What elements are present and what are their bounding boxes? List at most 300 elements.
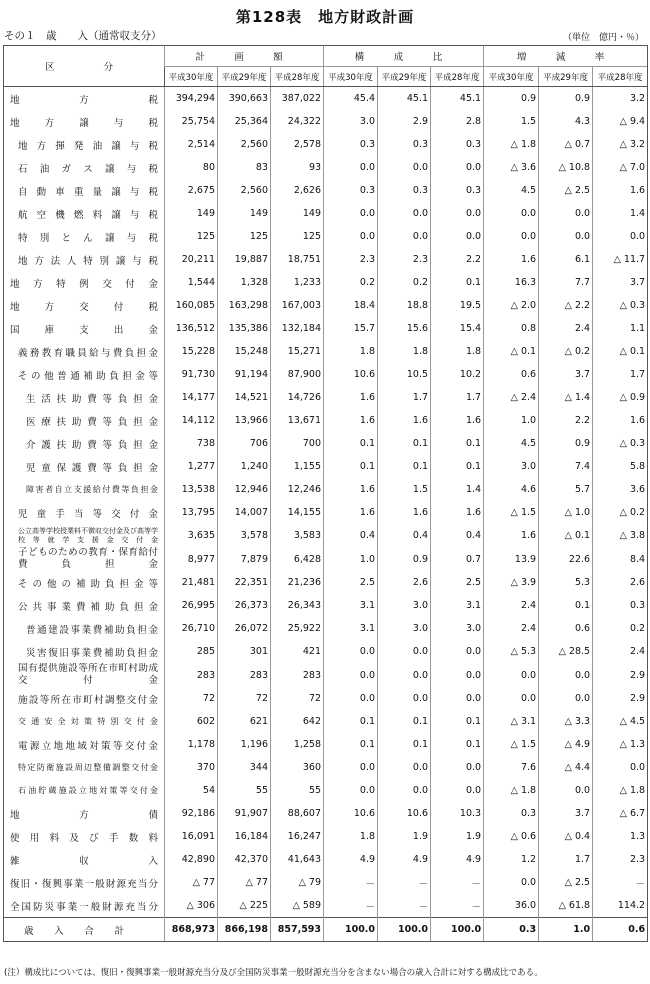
table-cell: 10.6: [378, 802, 431, 825]
table-cell: 26,710: [165, 617, 218, 640]
table-cell: 15,228: [165, 340, 218, 363]
table-row: [4, 409, 648, 432]
table-cell: 1.6: [593, 179, 648, 202]
table-cell: 26,072: [218, 617, 271, 640]
table-row: [4, 733, 648, 756]
table-cell: 135,386: [218, 317, 271, 340]
table-cell: 1.1: [593, 317, 648, 340]
table-cell: △ 1.5: [484, 501, 539, 524]
table-cell: 0.0: [431, 156, 484, 179]
table-cell: 16.3: [484, 271, 539, 294]
table-cell: －: [431, 871, 484, 894]
table-cell: 91,907: [218, 802, 271, 825]
table-cell: 10.6: [324, 363, 378, 386]
table-cell: 0.0: [431, 640, 484, 663]
total-cell: 857,593: [271, 918, 324, 942]
table-cell: 42,370: [218, 848, 271, 871]
table-cell: 0.0: [484, 871, 539, 894]
row-label: 地方交付税: [4, 294, 165, 317]
table-cell: 1,328: [218, 271, 271, 294]
table-cell: 2.6: [378, 571, 431, 594]
table-cell: 15.6: [378, 317, 431, 340]
table-row: [4, 248, 648, 271]
table-cell: －: [431, 894, 484, 918]
table-cell: 1.6: [324, 501, 378, 524]
table-cell: 15.4: [431, 317, 484, 340]
table-cell: 36.0: [484, 894, 539, 918]
row-label: 地方揮発油譲与税: [4, 133, 165, 156]
table-cell: 1.7: [539, 848, 593, 871]
header-year: 平成28年度: [593, 67, 648, 87]
table-row: [4, 317, 648, 340]
table-row: [4, 202, 648, 225]
table-cell: 13,966: [218, 409, 271, 432]
table-cell: 0.6: [484, 363, 539, 386]
row-label: 国庫支出金: [4, 317, 165, 340]
table-cell: 2.3: [378, 248, 431, 271]
header-year: 平成30年度: [484, 67, 539, 87]
table-cell: 621: [218, 710, 271, 733]
table-cell: 0.0: [539, 779, 593, 802]
table-cell: 14,007: [218, 501, 271, 524]
table-cell: 26,343: [271, 594, 324, 617]
table-cell: 0.0: [539, 663, 593, 687]
table-cell: 0.0: [378, 225, 431, 248]
table-cell: △ 0.1: [484, 340, 539, 363]
table-cell: 0.0: [378, 779, 431, 802]
table-cell: 1.3: [593, 825, 648, 848]
table-cell: 0.9: [484, 87, 539, 111]
row-label: 災害復旧事業費補助負担金: [4, 640, 165, 663]
table-cell: 10.2: [431, 363, 484, 386]
table-cell: 2.4: [484, 617, 539, 640]
table-cell: 14,521: [218, 386, 271, 409]
table-cell: 0.0: [431, 202, 484, 225]
row-label: 児童手当等交付金: [4, 501, 165, 524]
table-cell: 283: [218, 663, 271, 687]
table-cell: 0.0: [324, 640, 378, 663]
table-cell: △ 6.7: [593, 802, 648, 825]
table-cell: －: [378, 871, 431, 894]
table-cell: 0.3: [431, 179, 484, 202]
table-cell: 7.6: [484, 756, 539, 779]
table-cell: 12,246: [271, 478, 324, 501]
table-row: [4, 617, 648, 640]
table-row: [4, 110, 648, 133]
header-year: 平成30年度: [165, 67, 218, 87]
table-cell: 283: [165, 663, 218, 687]
table-cell: 0.0: [324, 225, 378, 248]
table-cell: 3.7: [593, 271, 648, 294]
table-cell: 25,364: [218, 110, 271, 133]
table-cell: 87,900: [271, 363, 324, 386]
table-cell: 1.5: [378, 478, 431, 501]
total-cell: 100.0: [324, 918, 378, 942]
row-label: 医療扶助費等負担金: [4, 409, 165, 432]
header-year: 平成28年度: [271, 67, 324, 87]
table-row: [4, 156, 648, 179]
table-cell: 16,247: [271, 825, 324, 848]
table-cell: 2.9: [593, 687, 648, 710]
table-cell: 4.5: [484, 432, 539, 455]
table-cell: 0.0: [539, 202, 593, 225]
table-cell: 91,730: [165, 363, 218, 386]
table-cell: 0.0: [484, 225, 539, 248]
table-cell: △ 3.6: [484, 156, 539, 179]
table-cell: 3.6: [593, 478, 648, 501]
table-cell: 22.6: [539, 547, 593, 571]
header-year: 平成29年度: [378, 67, 431, 87]
row-label: 航空機燃料譲与税: [4, 202, 165, 225]
table-cell: 0.6: [539, 617, 593, 640]
table-cell: 1.6: [324, 409, 378, 432]
table-cell: △ 11.7: [593, 248, 648, 271]
table-cell: 0.0: [593, 756, 648, 779]
table-cell: △ 0.3: [593, 432, 648, 455]
table-cell: 149: [271, 202, 324, 225]
table-row: [4, 271, 648, 294]
table-cell: 13,795: [165, 501, 218, 524]
table-cell: △ 1.8: [484, 779, 539, 802]
total-cell: 868,973: [165, 918, 218, 942]
table-cell: 0.3: [324, 179, 378, 202]
table-cell: 2,578: [271, 133, 324, 156]
table-cell: 1.6: [431, 409, 484, 432]
table-cell: 1,240: [218, 455, 271, 478]
table-row: [4, 225, 648, 248]
table-cell: 0.8: [484, 317, 539, 340]
table-cell: 5.8: [593, 455, 648, 478]
table-row: [4, 87, 648, 111]
table-cell: －: [324, 871, 378, 894]
row-label: 地方債: [4, 802, 165, 825]
table-cell: △ 3.3: [539, 710, 593, 733]
table-cell: 0.0: [431, 663, 484, 687]
table-cell: 45.4: [324, 87, 378, 111]
table-row: [4, 687, 648, 710]
table-cell: 0.0: [378, 640, 431, 663]
total-cell: 0.6: [593, 918, 648, 942]
table-cell: 2.2: [431, 248, 484, 271]
table-cell: △ 10.8: [539, 156, 593, 179]
row-label: 復旧・復興事業一般財源充当分: [4, 871, 165, 894]
table-cell: 0.1: [378, 432, 431, 455]
table-cell: 700: [271, 432, 324, 455]
table-cell: △ 2.5: [539, 179, 593, 202]
table-cell: 15.7: [324, 317, 378, 340]
table-cell: 1.7: [593, 363, 648, 386]
table-cell: 0.0: [378, 156, 431, 179]
table-cell: △ 79: [271, 871, 324, 894]
table-cell: 421: [271, 640, 324, 663]
table-cell: 301: [218, 640, 271, 663]
row-label: 石油ガス譲与税: [4, 156, 165, 179]
table-cell: 0.0: [324, 687, 378, 710]
table-cell: 370: [165, 756, 218, 779]
table-cell: 22,351: [218, 571, 271, 594]
table-cell: 2.5: [324, 571, 378, 594]
table-cell: 0.1: [378, 710, 431, 733]
table-cell: 0.0: [539, 687, 593, 710]
table-cell: 0.1: [431, 455, 484, 478]
table-cell: 88,607: [271, 802, 324, 825]
header-year: 平成29年度: [218, 67, 271, 87]
table-row: [4, 640, 648, 663]
table-cell: 0.0: [378, 202, 431, 225]
table-cell: 387,022: [271, 87, 324, 111]
table-cell: 72: [165, 687, 218, 710]
table-cell: 10.6: [324, 802, 378, 825]
table-cell: 642: [271, 710, 324, 733]
table-row: [4, 363, 648, 386]
table-cell: 0.1: [324, 432, 378, 455]
table-row: [4, 894, 648, 918]
table-cell: 91,194: [218, 363, 271, 386]
table-cell: 283: [271, 663, 324, 687]
table-cell: 0.0: [539, 225, 593, 248]
table-cell: 2.5: [431, 571, 484, 594]
table-cell: 4.9: [431, 848, 484, 871]
table-cell: △ 9.4: [593, 110, 648, 133]
table-cell: 3,578: [218, 524, 271, 547]
table-cell: △ 4.5: [593, 710, 648, 733]
table-row: [4, 825, 648, 848]
table-cell: △ 225: [218, 894, 271, 918]
table-cell: 72: [271, 687, 324, 710]
footnote: (注）構成比については、復旧・復興事業一般財源充当分及び全国防災事業一般財源充当分を含まない場合の歳入合計に対する構成比である。: [4, 968, 543, 978]
table-cell: 0.0: [484, 202, 539, 225]
table-cell: 602: [165, 710, 218, 733]
table-cell: 0.3: [378, 133, 431, 156]
table-cell: 18.8: [378, 294, 431, 317]
table-cell: 8,977: [165, 547, 218, 571]
table-cell: △ 5.3: [484, 640, 539, 663]
total-cell: 866,198: [218, 918, 271, 942]
table-row: [4, 179, 648, 202]
table-cell: △ 4.4: [539, 756, 593, 779]
table-cell: 2.8: [431, 110, 484, 133]
table-subtitle: その１ 歳 入（通常収支分）: [4, 30, 162, 42]
table-cell: 1,196: [218, 733, 271, 756]
table-cell: 1,233: [271, 271, 324, 294]
table-cell: 93: [271, 156, 324, 179]
table-cell: 10.3: [431, 802, 484, 825]
table-cell: 4.5: [484, 179, 539, 202]
table-cell: 0.0: [324, 779, 378, 802]
table-cell: 15,248: [218, 340, 271, 363]
table-cell: 0.4: [431, 524, 484, 547]
table-cell: 2,560: [218, 133, 271, 156]
table-cell: 0.0: [431, 779, 484, 802]
table-cell: 390,663: [218, 87, 271, 111]
table-cell: 1,258: [271, 733, 324, 756]
table-cell: 0.3: [324, 133, 378, 156]
table-cell: 26,373: [218, 594, 271, 617]
table-row: [4, 663, 648, 687]
table-cell: 0.0: [324, 156, 378, 179]
table-cell: 3.0: [431, 617, 484, 640]
table-cell: 0.2: [324, 271, 378, 294]
table-cell: 1.9: [431, 825, 484, 848]
table-cell: △ 61.8: [539, 894, 593, 918]
table-cell: 0.9: [539, 87, 593, 111]
table-cell: 16,184: [218, 825, 271, 848]
table-cell: 136,512: [165, 317, 218, 340]
table-cell: 3.0: [378, 617, 431, 640]
table-cell: －: [593, 871, 648, 894]
table-cell: 125: [165, 225, 218, 248]
table-cell: 0.1: [378, 733, 431, 756]
table-cell: 0.0: [431, 687, 484, 710]
table-cell: 1.4: [593, 202, 648, 225]
row-label: 生活扶助費等負担金: [4, 386, 165, 409]
row-label: 交通安全対策特別交付金: [4, 710, 165, 733]
table-cell: 25,754: [165, 110, 218, 133]
row-label: 義務教育職員給与費負担金: [4, 340, 165, 363]
table-row: [4, 455, 648, 478]
table-cell: △ 0.3: [593, 294, 648, 317]
table-cell: 738: [165, 432, 218, 455]
row-label: 使用料及び手数料: [4, 825, 165, 848]
table-row: [4, 802, 648, 825]
table-cell: 0.0: [324, 202, 378, 225]
total-row: [4, 918, 648, 942]
total-label: 歳入合計: [4, 918, 165, 942]
table-cell: 1.6: [431, 501, 484, 524]
table-cell: 1.6: [324, 478, 378, 501]
table-cell: 0.9: [539, 432, 593, 455]
table-cell: 14,155: [271, 501, 324, 524]
table-cell: 7,879: [218, 547, 271, 571]
row-label: 地方特例交付金: [4, 271, 165, 294]
table-cell: 1.6: [593, 409, 648, 432]
table-cell: 0.1: [324, 455, 378, 478]
table-cell: 1,178: [165, 733, 218, 756]
table-cell: 0.3: [431, 133, 484, 156]
row-label: 施設等所在市町村調整交付金: [4, 687, 165, 710]
table-cell: 4.9: [324, 848, 378, 871]
table-cell: 0.0: [431, 225, 484, 248]
table-cell: △ 0.9: [593, 386, 648, 409]
table-cell: △ 3.1: [484, 710, 539, 733]
table-cell: 20,211: [165, 248, 218, 271]
table-cell: 42,890: [165, 848, 218, 871]
table-cell: 4.9: [378, 848, 431, 871]
table-cell: 18,751: [271, 248, 324, 271]
table-cell: 3.7: [539, 363, 593, 386]
table-cell: 0.0: [378, 663, 431, 687]
table-cell: △ 306: [165, 894, 218, 918]
table-cell: 16,091: [165, 825, 218, 848]
table-cell: 4.3: [539, 110, 593, 133]
table-cell: 2.4: [593, 640, 648, 663]
row-label: 子どものための教育・保育給付費負担金: [4, 547, 165, 571]
table-cell: △ 1.8: [593, 779, 648, 802]
table-cell: 2,675: [165, 179, 218, 202]
table-cell: △ 589: [271, 894, 324, 918]
table-cell: 1.0: [324, 547, 378, 571]
table-cell: 0.2: [378, 271, 431, 294]
table-cell: 2,560: [218, 179, 271, 202]
table-cell: 285: [165, 640, 218, 663]
table-cell: 360: [271, 756, 324, 779]
table-row: [4, 547, 648, 571]
table-cell: △ 2.4: [484, 386, 539, 409]
table-cell: 0.4: [324, 524, 378, 547]
table-cell: 21,236: [271, 571, 324, 594]
table-cell: △ 0.2: [539, 340, 593, 363]
table-cell: 2.4: [484, 594, 539, 617]
table-cell: 14,726: [271, 386, 324, 409]
table-cell: 5.3: [539, 571, 593, 594]
table-cell: △ 3.2: [593, 133, 648, 156]
table-cell: 14,112: [165, 409, 218, 432]
table-cell: －: [324, 894, 378, 918]
table-cell: 45.1: [431, 87, 484, 111]
table-cell: 0.0: [593, 225, 648, 248]
table-cell: 167,003: [271, 294, 324, 317]
table-cell: 10.5: [378, 363, 431, 386]
table-cell: 2,626: [271, 179, 324, 202]
table-cell: 2.9: [378, 110, 431, 133]
table-cell: 394,294: [165, 87, 218, 111]
unit-label: （単位 億円・％）: [562, 33, 644, 43]
table-cell: 2.3: [593, 848, 648, 871]
table-cell: 1,155: [271, 455, 324, 478]
table-cell: 125: [271, 225, 324, 248]
table-cell: 0.1: [431, 733, 484, 756]
table-cell: 83: [218, 156, 271, 179]
finance-table: [3, 45, 648, 942]
table-cell: 92,186: [165, 802, 218, 825]
table-cell: △ 77: [165, 871, 218, 894]
row-label: 地方譲与税: [4, 110, 165, 133]
table-cell: 1.6: [484, 248, 539, 271]
table-cell: 5.7: [539, 478, 593, 501]
table-cell: 14,177: [165, 386, 218, 409]
table-cell: 4.6: [484, 478, 539, 501]
row-label: 公共事業費補助負担金: [4, 594, 165, 617]
table-cell: △ 1.0: [539, 501, 593, 524]
total-cell: 100.0: [431, 918, 484, 942]
table-cell: 3.0: [324, 110, 378, 133]
table-cell: 0.1: [324, 710, 378, 733]
table-cell: 26,995: [165, 594, 218, 617]
table-cell: 0.4: [378, 524, 431, 547]
table-cell: 0.1: [324, 733, 378, 756]
table-cell: 1.4: [431, 478, 484, 501]
table-cell: 3.7: [539, 802, 593, 825]
table-row: [4, 571, 648, 594]
table-cell: 0.1: [378, 455, 431, 478]
table-cell: 3.0: [484, 455, 539, 478]
table-row: [4, 478, 648, 501]
table-cell: 13,671: [271, 409, 324, 432]
table-cell: 1.0: [484, 409, 539, 432]
table-row: [4, 501, 648, 524]
table-cell: 1.8: [378, 340, 431, 363]
table-cell: △ 28.5: [539, 640, 593, 663]
table-cell: 1.2: [484, 848, 539, 871]
table-cell: 54: [165, 779, 218, 802]
table-cell: 149: [218, 202, 271, 225]
total-cell: 1.0: [539, 918, 593, 942]
table-cell: 0.7: [431, 547, 484, 571]
table-cell: 1.8: [324, 340, 378, 363]
table-cell: 45.1: [378, 87, 431, 111]
table-cell: 0.1: [431, 271, 484, 294]
table-cell: 0.3: [378, 179, 431, 202]
